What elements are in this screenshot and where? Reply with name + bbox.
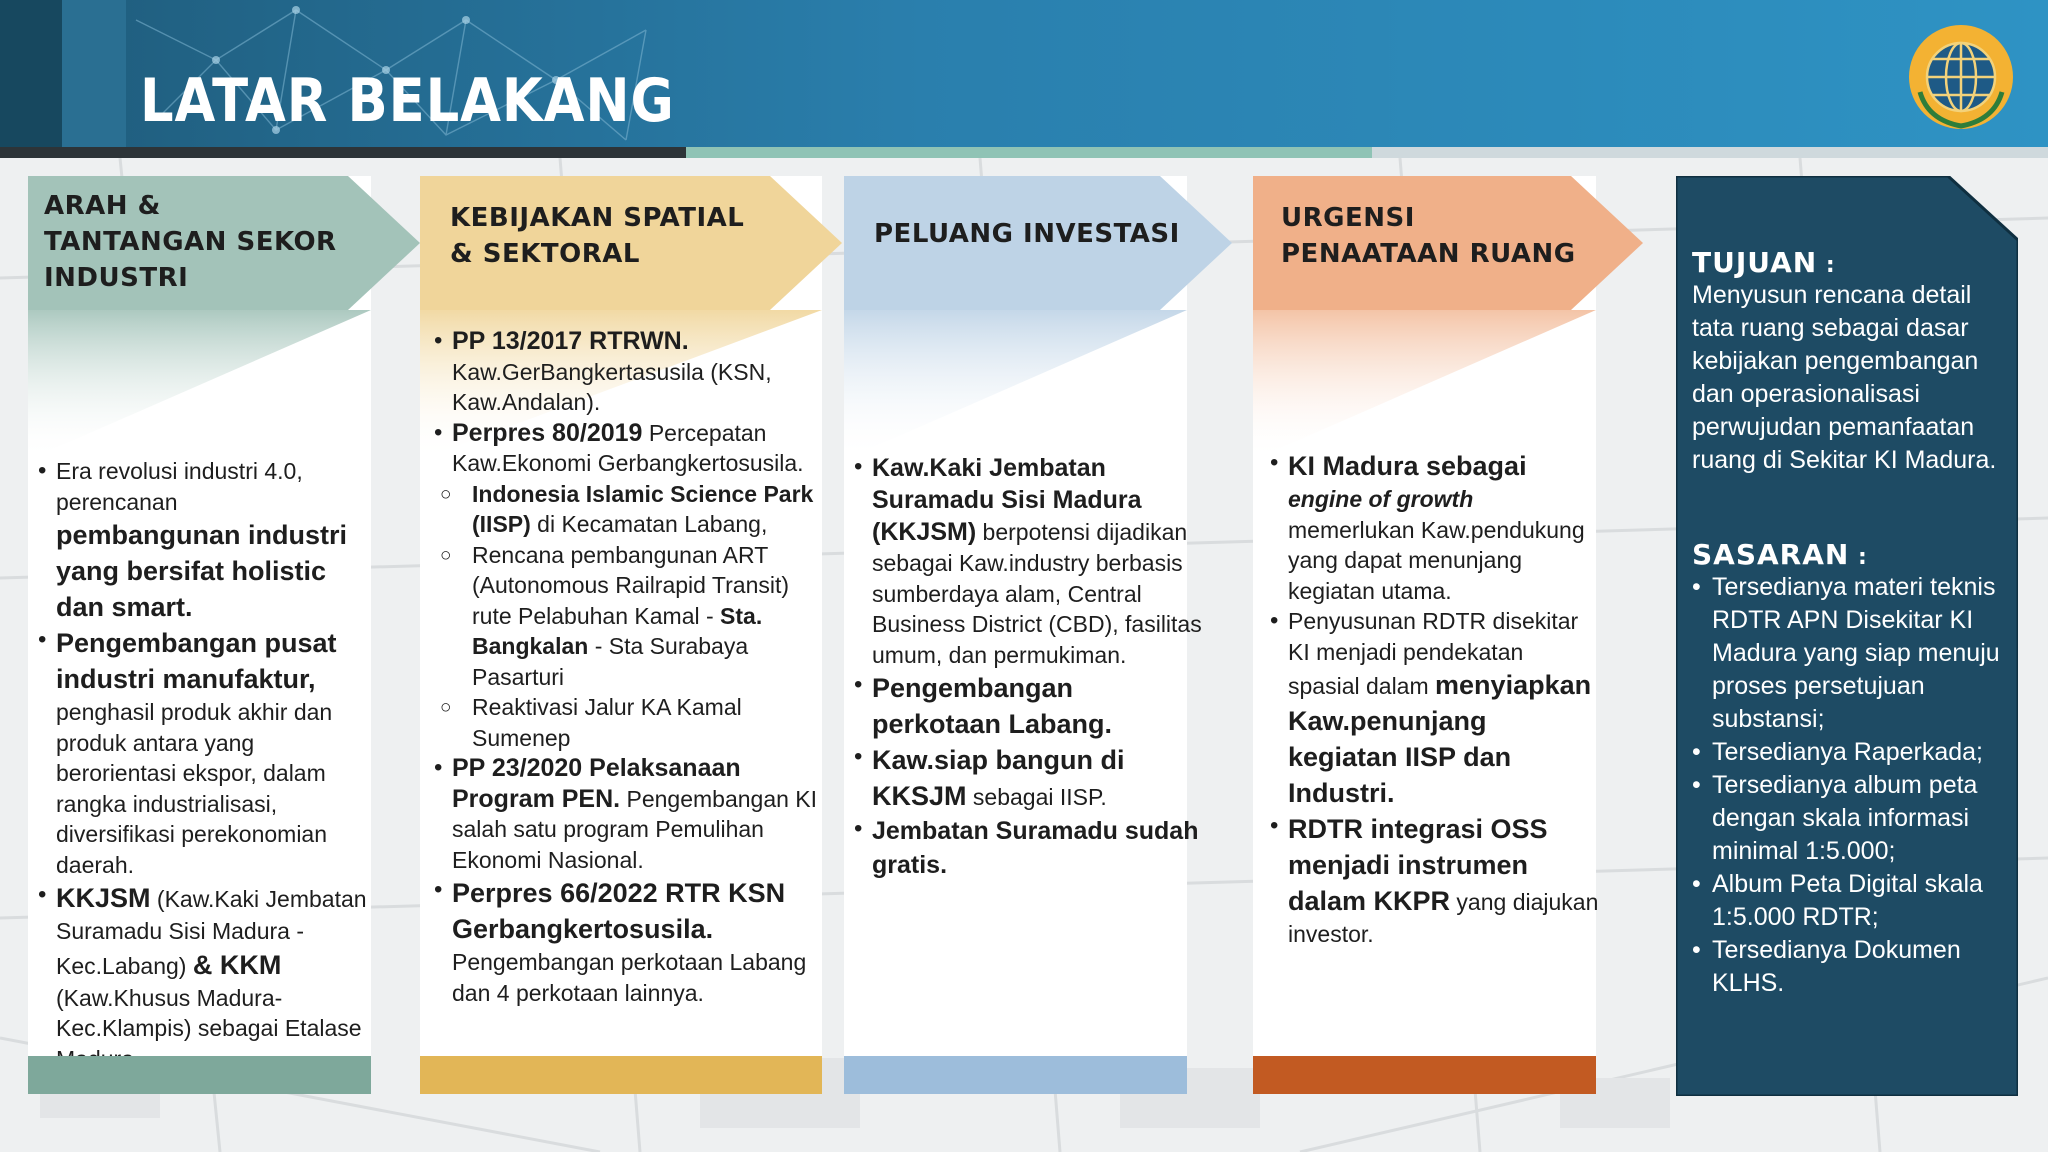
column-3-fade	[844, 310, 1187, 470]
column-2-content	[434, 326, 826, 1008]
list-item: • PP 23/2020 Pelaksanaan Program PEN. Pengembangan KI salah satu program Pemulihan Ekonomi Nasional.	[434, 753, 826, 875]
list-item: • Kaw.Kaki Jembatan Suramadu Sisi Madura (KKJSM) berpotensi dijadikan sebagai Kaw.industry berbasis sumberdaya alam, Central Business District (CBD), fasilitas umum, dan permukiman.	[854, 452, 1204, 670]
column-2-title-line2: & SEKTORAL	[450, 239, 640, 269]
list-item: • Perpres 80/2019 Percepatan Kaw.Ekonomi Gerbangkertosusila.	[434, 418, 826, 479]
list-item: • PP 13/2017 RTRWN. Kaw.GerBangkertasusila (KSN, Kaw.Andalan).	[434, 326, 826, 418]
sasaran-item: • Tersedianya album peta dengan skala informasi minimal 1:5.000;	[1692, 769, 2012, 868]
list-item: • RDTR integrasi OSS menjadi instrumen dalam KKPR yang diajukan investor.	[1270, 811, 1600, 950]
column-4-footer-bar	[1253, 1056, 1596, 1094]
list-item: • KKJSM (Kaw.Kaki Jembatan Suramadu Sisi Madura - Kec.Labang) & KKM (Kaw.Khusus Madura-Kec.Klampis) sebagai Etalase	[38, 880, 368, 1074]
list-item: • Pengembangan pusat industri manufaktur, penghasil produk akhir dan produk antara yang berorientasi ekspor, dalam rangka industrialisasi, diversifikasi perekonomian daerah.	[38, 625, 368, 880]
header-strip-teal	[686, 147, 1372, 158]
ministry-globe-logo	[1906, 22, 2016, 132]
column-1-title-line2: TANTANGAN SEKOR	[44, 227, 337, 257]
tujuan-label: TUJUAN	[1692, 246, 1818, 279]
header-strip-light	[1372, 147, 2048, 158]
sasaran-label: SASARAN	[1692, 538, 1850, 571]
sasaran-item: • Tersedianya Dokumen KLHS.	[1692, 934, 2012, 1000]
header-dark-block	[0, 0, 62, 147]
column-1-title-line1: ARAH &	[44, 191, 161, 221]
column-2-title-line1: KEBIJAKAN SPATIAL	[450, 203, 745, 233]
column-2-footer-bar	[420, 1056, 822, 1094]
sasaran-item: • Tersedianya Raperkada;	[1692, 736, 2012, 769]
sasaran-item: • Tersedianya materi teknis RDTR APN Disekitar KI Madura yang siap menuju proses persetujuan substansi;	[1692, 571, 2012, 736]
column-1-footer-bar	[28, 1056, 371, 1094]
column-1-header	[28, 176, 420, 310]
page-title: LATAR BELAKANG	[140, 66, 675, 136]
column-3-header	[844, 176, 1232, 310]
list-item: • Kaw.siap bangun di KKSJM sebagai IISP.	[854, 742, 1204, 814]
list-item: ○ Rencana pembangunan ART (Autonomous Railrapid Transit) rute Pelabuhan Kamal - Sta. Bangkalan - Sta Surabaya Pasarturi	[434, 540, 826, 693]
list-item: • Era revolusi industri 4.0, perencanan pembangunan industri yang bersifat holistic dan smart.	[38, 456, 368, 625]
sasaran-item: • Album Peta Digital skala 1:5.000 RDTR;	[1692, 868, 2012, 934]
list-item: • KI Madura sebagai engine of growth memerlukan Kaw.pendukung yang dapat menunjang kegiatan utama.	[1270, 448, 1600, 606]
tujuan-text: Menyusun rencana detail tata ruang sebagai dasar kebijakan pengembangan dan operasionalisasi perwujudan pemanfaatan ruang di Sekitar KI Madura.	[1692, 281, 1997, 474]
column-3-footer-bar	[844, 1056, 1187, 1094]
column-1-content	[38, 456, 368, 1074]
sasaran-list	[1692, 571, 2012, 1000]
column-4-header	[1253, 176, 1643, 310]
column-3-title-line1: PELUANG INVESTASI	[874, 219, 1180, 249]
column-4-fade	[1253, 310, 1596, 470]
list-item: • Pengembangan perkotaan Labang.	[854, 670, 1204, 742]
header-mid-block	[62, 0, 126, 147]
header-strip-dark	[0, 147, 686, 158]
header-bar	[0, 0, 2048, 147]
list-item: • Perpres 66/2022 RTR KSN Gerbangkertosusila. Pengembangan perkotaan Labang dan 4 perkotaan lainnya.	[434, 875, 826, 1008]
column-1-title-line3: INDUSTRI	[44, 263, 189, 293]
column-3-content	[854, 452, 1204, 882]
column-4-title-line2: PENAATAAN RUANG	[1281, 239, 1576, 269]
list-item: • Jembatan Suramadu sudah gratis.	[854, 814, 1204, 882]
column-2-header	[420, 176, 842, 310]
column-1-fade	[28, 310, 371, 470]
list-item: ○ Reaktivasi Jalur KA Kamal Sumenep	[434, 692, 826, 753]
column-4-content	[1270, 448, 1600, 950]
tujuan-sasaran-box: TUJUAN : Menyusun rencana detail tata ruang sebagai dasar kebijakan pengembangan dan operasionalisasi perwujudan pemanfaatan ruang di Sekitar KI Madura. SASARAN : • Tersedianya materi teknis RDTR APN Disekitar KI Madura yang siap menuju proses persetujuan substansi; • Tersedianya Raperkada; • Tersedianya album peta dengan skala informasi minimal 1:5.000; • Album Peta Digital skala 1:5.000 RDTR; • Tersedianya Dokumen KLHS.	[1676, 176, 2018, 1096]
list-item: ○ Indonesia Islamic Science Park (IISP) di Kecamatan Labang,	[434, 479, 826, 540]
list-item: • Penyusunan RDTR disekitar KI menjadi pendekatan spasial dalam menyiapkan Kaw.penunjang kegiatan IISP dan Industri.	[1270, 606, 1600, 811]
column-4-title-line1: URGENSI	[1281, 203, 1415, 233]
